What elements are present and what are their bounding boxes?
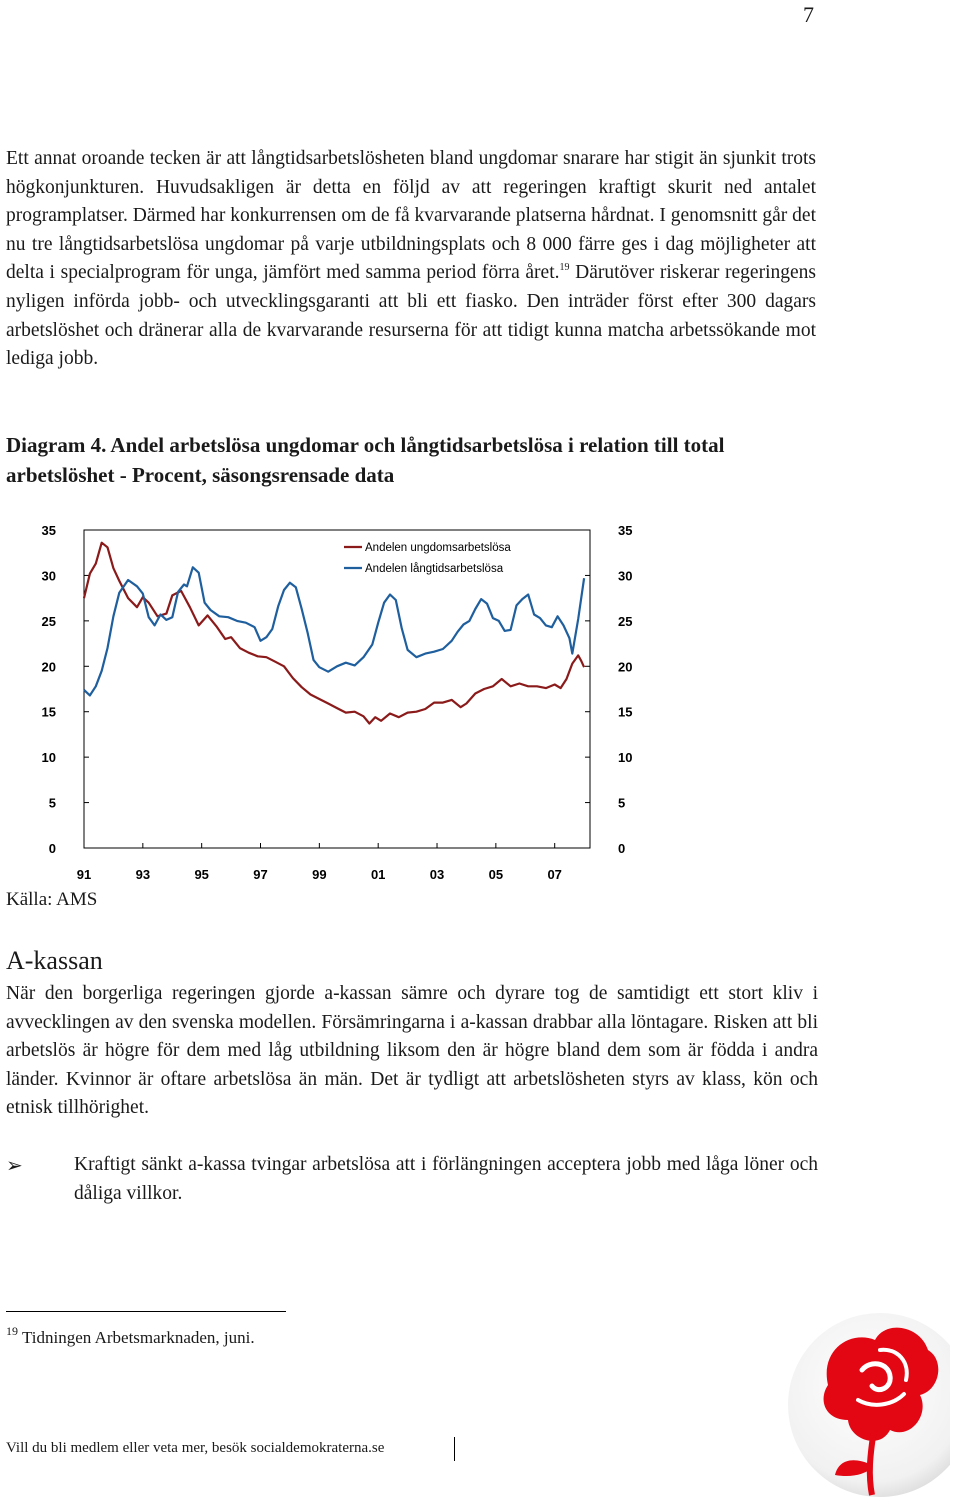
section-heading: A-kassan: [6, 946, 103, 975]
footnote-ref[interactable]: 19: [559, 262, 570, 274]
footer-text[interactable]: Vill du bli medlem eller veta mer, besök socialdemokraterna.se: [6, 1440, 385, 1456]
y-tick-label-left: 35: [41, 523, 56, 538]
bullet-text: Kraftigt sänkt a-kassa tvingar arbetslösa att i förlängningen acceptera jobb med låga löner och dåliga villkor.: [74, 1154, 818, 1204]
x-tick-label: 95: [194, 867, 209, 882]
footnote: [6, 1324, 255, 1348]
line-chart: [0, 515, 640, 890]
legend-label-2: Andelen långtidsarbetslösa: [365, 563, 504, 575]
y-tick-label-left: 20: [41, 659, 56, 675]
y-tick-label-left: 5: [48, 795, 56, 811]
y-tick-label-right: 0: [618, 841, 626, 856]
y-tick-label-left: 30: [41, 568, 56, 584]
x-tick-label: 05: [488, 867, 504, 882]
y-tick-label-left: 25: [41, 613, 56, 629]
y-tick-label-right: 5: [618, 795, 626, 811]
body-paragraph-1: [6, 145, 816, 374]
plot-frame: [84, 530, 590, 848]
y-tick-label-left: 15: [41, 704, 56, 720]
footnote-divider: [6, 1311, 286, 1312]
x-tick-label: 93: [135, 867, 151, 882]
paragraph-text: Ett annat oroande tecken är att långtidsarbetslösheten bland ungdomar snarare har stigit än sjunkit trots högkonjunkturen. Huvudsakligen är detta en följd av att regeringen kraftigt skurit ned antalet programplatser. Därmed har konkurrensen om de få kvarvarande platserna hårdnat. I genomsnitt går det nu tre långtidsarbetslösa ungdomar på varje utbildningsplats och 8 000 färre ges i dag möjligheter att delta i specialprogram för unga, jämfört med samma period förra året.: [6, 148, 816, 284]
x-tick-label: 01: [370, 867, 386, 882]
y-tick-label-left: 10: [41, 750, 56, 766]
y-tick-label-right: 30: [618, 568, 633, 584]
x-tick-label: 97: [253, 867, 268, 882]
y-tick-label-right: 10: [618, 750, 633, 766]
paragraph-text: Därutöver riskerar regeringens nyligen införda jobb- och utvecklingsgaranti att bli ett fiasko. Den inträder först efter 300 dagars arbetslöshet och dränerar alla de kvarvarande resurserna för att tidigt kunna matcha arbetssökande mot lediga jobb.: [6, 262, 816, 370]
series-line-2: [84, 567, 584, 695]
x-tick-label: 91: [76, 867, 92, 882]
red-rose-logo-icon: [780, 1290, 950, 1500]
x-tick-label: 99: [312, 867, 327, 882]
arrowhead-right-icon: ➢: [6, 1153, 23, 1177]
diagram-caption: Diagram 4. Andel arbetslösa ungdomar och långtidsarbetslösa i relation till total arbetslöshet - Procent, säsongsrensade data: [6, 433, 725, 487]
footnote-number: 19: [6, 1324, 18, 1338]
footer-divider: [454, 1437, 455, 1461]
page-number: 7: [803, 2, 814, 27]
y-tick-label-left: 0: [48, 841, 56, 856]
bullet-item: [6, 1151, 818, 1208]
chart-source: Källa: AMS: [6, 889, 98, 910]
x-tick-label: 07: [547, 867, 562, 882]
y-tick-label-right: 15: [618, 704, 633, 720]
y-tick-label-right: 35: [618, 523, 633, 538]
footnote-text: Tidningen Arbetsmarknaden, juni.: [22, 1328, 255, 1347]
body-paragraph-2: När den borgerliga regeringen gjorde a-kassan sämre och dyrare tog de samtidigt ett stort kliv i avvecklingen av den svenska modellen. Försämringarna i a-kassan drabbar alla löntagare. Risken att bli arbetslös är högre för dem med låg utbildning liksom den är högre bland dem som är födda i andra länder. Kvinnor är oftare arbetslösa än män. Det är tydligt att arbetslösheten styrs av klass, kön och etnisk tillhörighet.: [6, 983, 818, 1119]
y-tick-label-right: 25: [618, 613, 633, 629]
series-line-1: [84, 543, 584, 724]
legend-label-1: Andelen ungdomsarbetslösa: [365, 542, 511, 554]
x-tick-label: 03: [429, 867, 445, 882]
y-tick-label-right: 20: [618, 659, 633, 675]
